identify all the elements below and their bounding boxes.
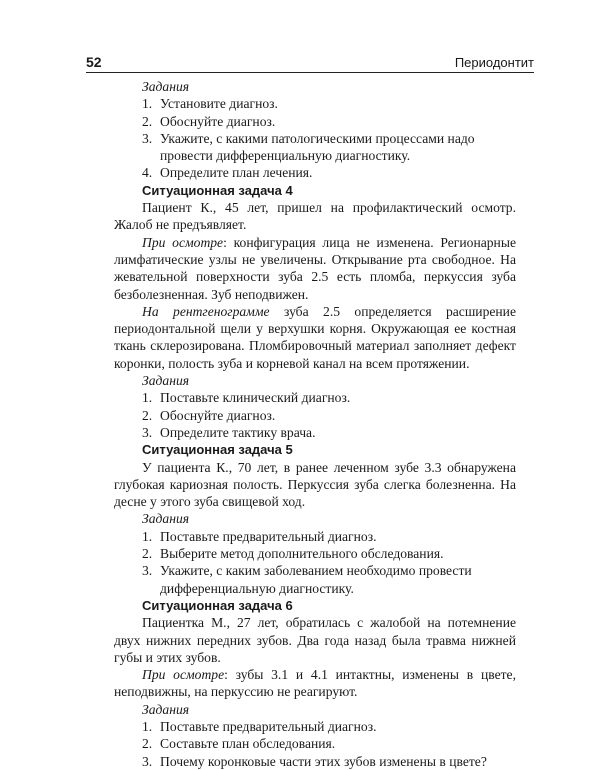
task-number: 1. <box>142 390 153 406</box>
case-paragraph <box>114 234 516 303</box>
task-item <box>114 164 516 181</box>
task-number: 3. <box>142 753 153 769</box>
task-text: Обоснуйте диагноз. <box>160 407 276 423</box>
paragraph-body: зуба 2.5 определяется расширение периодонтальной щели у верхушки корня. Окружающая ее костная ткань склерозирована. Пломбировочный материал заполняет дефект коронки, полость зуба и корневой канал на всем протяжении. <box>114 303 516 371</box>
task-number: 1. <box>142 528 153 544</box>
task-item <box>114 130 516 165</box>
task-text: Обоснуйте диагноз. <box>160 113 276 129</box>
task-number: 2. <box>142 546 153 562</box>
case-title: Ситуационная задача 5 <box>142 442 293 458</box>
task-number: 1. <box>142 96 153 112</box>
task-text: Составьте план обследования. <box>160 736 336 752</box>
task-item <box>114 389 516 406</box>
case-paragraph <box>114 303 516 372</box>
task-number: 3. <box>142 563 153 579</box>
paragraph-body: : зубы 3.1 и 4.1 интактны, изменены в цвете, неподвижны, на перкуссию не реагируют. <box>114 667 516 700</box>
task-number: 2. <box>142 736 153 752</box>
task-item <box>114 718 516 735</box>
paragraph-lead: На рентгенограмме <box>142 303 270 319</box>
tasks-label: Задания <box>142 373 190 389</box>
case-title: Ситуационная задача 6 <box>142 597 293 613</box>
running-title: Периодонтит <box>454 55 534 70</box>
page-header <box>86 50 534 70</box>
case-paragraph: Пациентка М., 27 лет, обратилась с жалобой на потемнение двух нижних передних зубов. Два года назад была травма нижней губы и этих зубов. <box>114 615 516 665</box>
page-number: 52 <box>86 54 102 70</box>
task-text: Выберите метод дополнительного обследования. <box>160 546 444 562</box>
paragraph-lead: При осмотре <box>142 667 225 683</box>
task-text: Поставьте клинический диагноз. <box>160 390 351 406</box>
task-text: Укажите, с какими патологическими процессами надо провести дифференциальную диагностику. <box>160 130 475 164</box>
task-list <box>114 95 516 181</box>
task-text: Определите тактику врача. <box>160 424 316 440</box>
header-rule <box>86 72 534 73</box>
task-item <box>114 528 516 545</box>
task-item <box>114 545 516 562</box>
task-item <box>114 113 516 130</box>
task-text: Установите диагноз. <box>160 96 278 112</box>
case-title: Ситуационная задача 4 <box>142 182 293 198</box>
tasks-label: Задания <box>142 79 190 94</box>
task-number: 2. <box>142 407 153 423</box>
paragraph-body: : конфигурация лица не изменена. Регионарные лимфатические узлы не увеличены. Открывание рта свободное. На жевательной поверхности зуба 2.5 есть пломба, перкуссия зуба безболезненная. Зуб неподвижен. <box>114 234 516 302</box>
case-paragraph <box>114 666 516 701</box>
case-paragraph: У пациента К., 70 лет, в ранее леченном зубе 3.3 обнаружена глубокая кариозная полость. Перкуссия зуба слегка болезненна. На десне у этого зуба свищевой ход. <box>114 459 516 510</box>
task-item <box>114 562 516 597</box>
tasks-label: Задания <box>142 701 190 717</box>
task-list <box>114 528 516 597</box>
task-number: 2. <box>142 113 153 129</box>
task-number: 4. <box>142 165 153 181</box>
page-content <box>114 78 516 770</box>
case-paragraph: Пациент К., 45 лет, пришел на профилактический осмотр. Жалоб не предъявляет. <box>114 200 516 233</box>
task-text: Определите план лечения. <box>160 165 313 181</box>
task-item <box>114 95 516 112</box>
task-list <box>114 718 516 770</box>
task-item <box>114 407 516 424</box>
task-item <box>114 424 516 441</box>
task-text: Почему коронковые части этих зубов изменены в цвете? <box>160 753 487 769</box>
task-number: 1. <box>142 718 153 734</box>
task-text: Укажите, с каким заболеванием необходимо провести дифференциальную диагностику. <box>160 563 472 596</box>
task-list <box>114 389 516 441</box>
task-number: 3. <box>142 130 153 146</box>
tasks-label: Задания <box>142 511 190 527</box>
paragraph-lead: При осмотре <box>142 234 224 250</box>
task-number: 3. <box>142 424 153 440</box>
task-text: Поставьте предварительный диагноз. <box>160 528 377 544</box>
task-text: Поставьте предварительный диагноз. <box>160 718 377 734</box>
task-item <box>114 753 516 770</box>
